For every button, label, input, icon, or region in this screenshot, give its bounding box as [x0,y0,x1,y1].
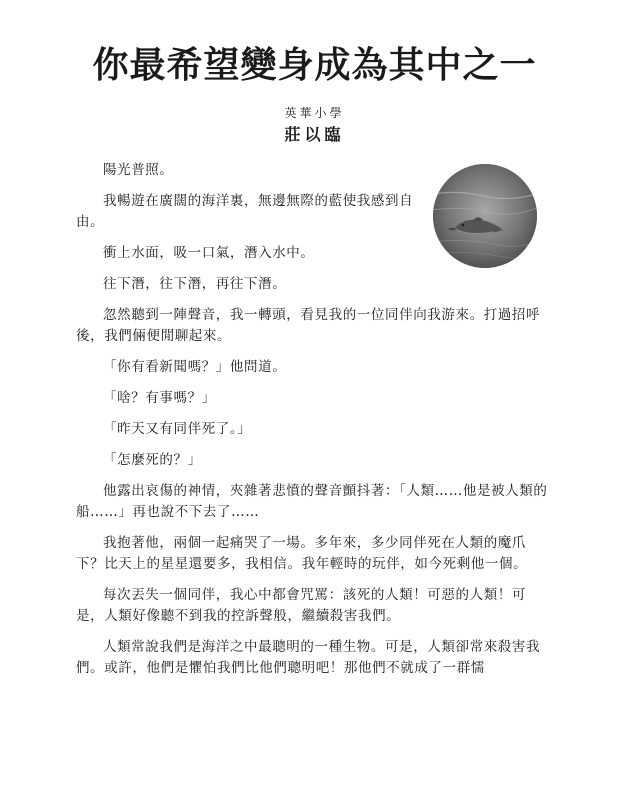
author-name: 莊以臨 [284,125,345,144]
paragraph: 每次丟失一個同伴，我心中都會咒罵：該死的人類！可惡的人類！可是，人類好像聽不到我的控訴聲般，繼續殺害我們。 [76,587,526,624]
paragraph: 衝上水面，吸一口氣，潛入水中。 [103,245,315,261]
paragraph: 「啥？有事嗎？」 [103,390,216,406]
paragraph: 忽然聽到一陣聲音，我一轉頭，看見我的一位同伴向我游來。打過招呼後，我們倆便閒聊起來。 [76,307,541,344]
paragraph: 「你有看新聞嗎？」他問道。 [103,359,287,375]
paragraph: 陽光普照。 [103,162,174,178]
article-title: 你最希望變身成為其中之一 [92,45,537,86]
paragraph: 「昨天又有同伴死了。」 [103,421,252,437]
paragraph: 人類常說我們是海洋之中最聰明的一種生物。可是，人類卻常來殺害我們。或許，他們是懼怕我們比他們聰明吧！那他們不就成了一群懦 [76,639,541,676]
paragraph: 他露出哀傷的神情，夾雜著悲憤的聲音顫抖著：「人類……他是被人類的船……」再也說不下去了…… [76,483,548,520]
school-name: 英華小學 [284,106,345,120]
article-body [76,160,550,689]
paragraph: 「怎麼死的？」 [103,452,202,468]
paragraph: 我暢遊在廣闊的海洋裏，無邊無際的藍使我感到自由。 [76,193,414,230]
paragraph: 往下潛，往下潛，再往下潛。 [103,276,287,292]
paragraph: 我抱著他，兩個一起痛哭了一場。多年來，多少同伴死在人類的魔爪下？比天上的星星還要多，我相信。我年輕時的玩伴，如今死剩他一個。 [76,535,528,572]
